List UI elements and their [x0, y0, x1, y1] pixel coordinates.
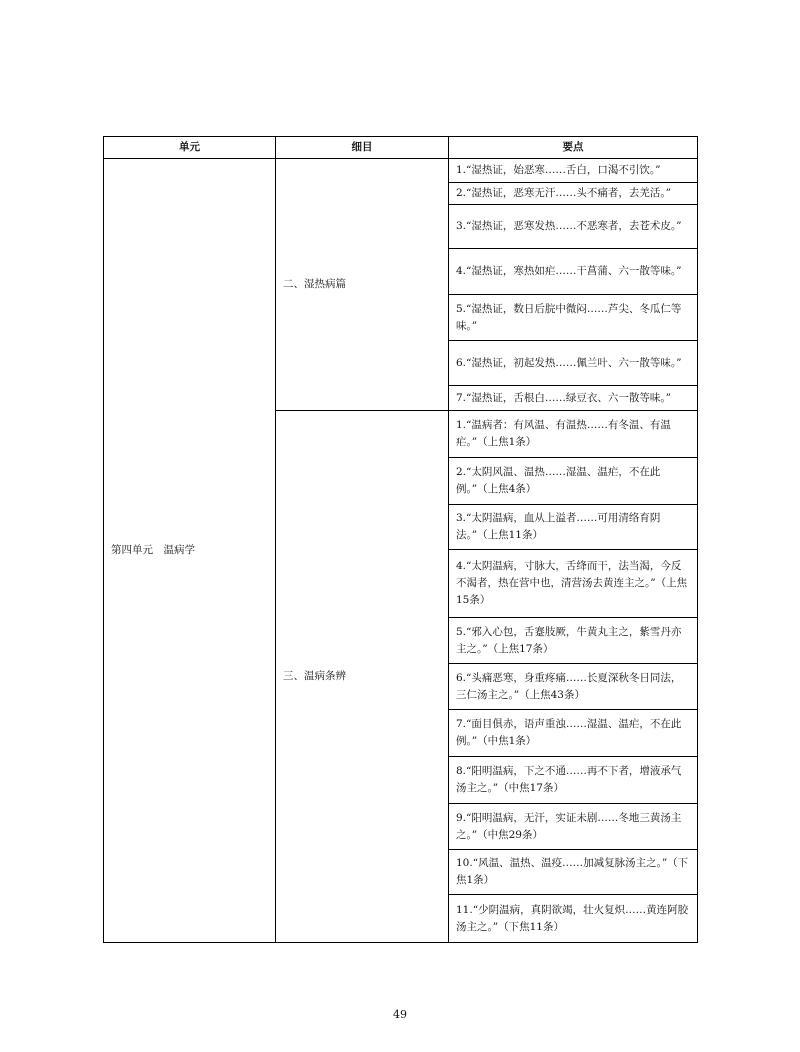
syllabus-table — [103, 136, 698, 943]
key-point: 7.“湿热证，舌根白……绿豆衣、六一散等味。” — [449, 386, 698, 411]
key-point: 5.“邪入心包，舌蹇肢厥，牛黄丸主之，紫雪丹亦主之。”（上焦17条） — [449, 618, 698, 664]
category-cell-shire: 二、湿热病篇 — [276, 159, 449, 411]
key-point: 4.“湿热证，寒热如疟……干菖蒲、六一散等味。” — [449, 249, 698, 295]
key-point: 7.“面目俱赤，语声重浊……湿温、温疟，不在此例。”（中焦1条） — [449, 710, 698, 757]
key-point: 1.“湿热证，始恶寒……舌白，口渴不引饮。” — [449, 159, 698, 183]
header-key-points: 要点 — [449, 137, 698, 159]
key-point: 5.“湿热证，数日后脘中微闷……芦尖、冬瓜仁等味。” — [449, 295, 698, 341]
header-unit: 单元 — [104, 137, 276, 159]
page-number: 49 — [393, 1008, 407, 1021]
key-point: 1.“温病者：有风温、有温热……有冬温、有温疟。”（上焦1条） — [449, 411, 698, 458]
category-cell-wenbing: 三、温病条辨 — [276, 411, 449, 943]
header-category: 细目 — [276, 137, 449, 159]
key-point: 9.“阳明温病，无汗，实证未剧……冬地三黄汤主之。”（中焦29条） — [449, 804, 698, 850]
key-point: 4.“太阴温病，寸脉大，舌绛而干，法当渴，今反不渴者，热在营中也，清营汤去黄连主之。”（上焦15条） — [449, 550, 698, 618]
key-point: 6.“头痛恶寒，身重疼痛……长夏深秋冬日同法，三仁汤主之。”（上焦43条） — [449, 664, 698, 710]
key-point: 3.“太阴温病，血从上溢者……可用清络育阴法。”（上焦11条） — [449, 505, 698, 550]
key-point: 3.“湿热证，恶寒发热……不恶寒者，去苍术皮。” — [449, 205, 698, 249]
table-row — [104, 159, 698, 183]
key-point: 2.“太阴风温、温热……湿温、温疟，不在此例。”（上焦4条） — [449, 458, 698, 505]
key-point: 6.“湿热证，初起发热……佩兰叶、六一散等味。” — [449, 341, 698, 386]
key-point: 11.“少阴温病，真阴欲竭，壮火复炽……黄连阿胶汤主之。”（下焦11条） — [449, 895, 698, 943]
table-header-row — [104, 137, 698, 159]
key-point: 2.“湿热证，恶寒无汗……头不痛者，去羌活。” — [449, 183, 698, 205]
key-point: 8.“阳明温病，下之不通……再不下者，增液承气汤主之。”（中焦17条） — [449, 757, 698, 804]
key-point: 10.“风温、温热、温疫……加减复脉汤主之。”（下焦1条） — [449, 850, 698, 895]
unit-cell: 第四单元 温病学 — [104, 159, 276, 943]
